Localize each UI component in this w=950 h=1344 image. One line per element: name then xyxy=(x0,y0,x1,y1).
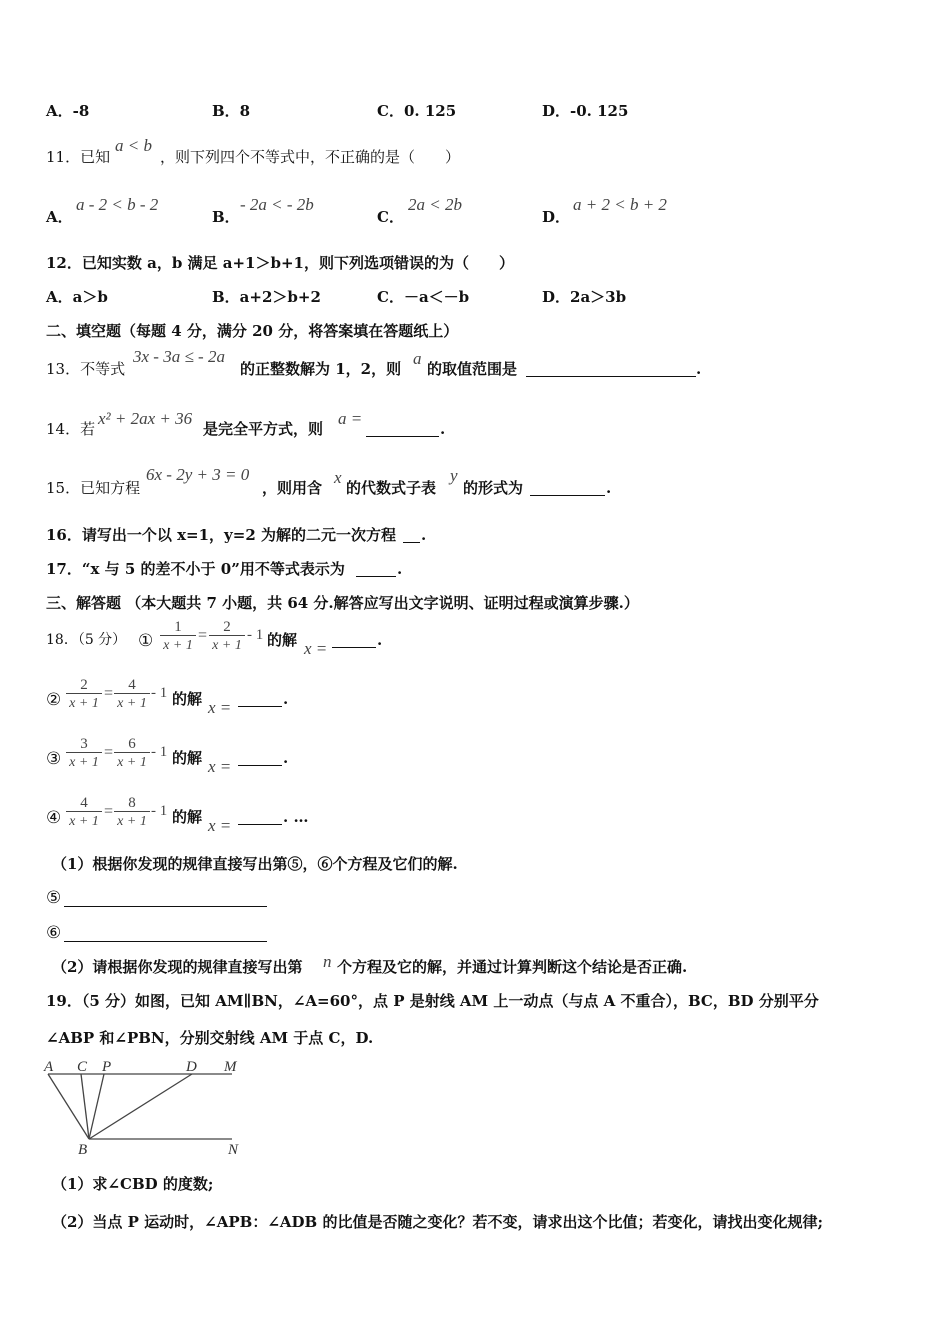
q18-blank5-mark: ⑤ xyxy=(46,888,62,908)
q14-middle: 是完全平方式，则 xyxy=(203,420,324,438)
q15-end: . xyxy=(606,479,612,497)
q18-part2-prefix: （2）请根据你发现的规律直接写出第 xyxy=(52,958,303,976)
q18-blank5-line[interactable] xyxy=(64,890,267,910)
q15-prefix: 15．已知方程 xyxy=(46,479,141,497)
q16-answer-line[interactable] xyxy=(403,528,420,546)
section-2-heading: 二、填空题（每题 4 分，满分 20 分，将答案填在答题纸上） xyxy=(46,322,459,340)
q18-eq2-den1: x + 1 xyxy=(66,693,102,712)
q12-option-d: D．2a＞3b xyxy=(542,288,627,306)
q10-option-d: D．-0. 125 xyxy=(542,102,629,120)
q15-expr: 6x - 2y + 3 = 0 xyxy=(146,465,250,484)
q18-eq2-end: . xyxy=(283,690,289,708)
q18-eq2-answer-line[interactable] xyxy=(238,692,282,710)
q12-stem: 12．已知实数 a，b 满足 a+1＞b+1，则下列选项错误的为（ ） xyxy=(46,254,514,272)
q13-suffix: 的取值范围是 xyxy=(427,360,518,378)
q18-eq2-mark: ② xyxy=(46,690,62,710)
q16-text: 16．请写出一个以 x=1，y=2 为解的二元一次方程 xyxy=(46,526,396,544)
q11-a-label: A． xyxy=(46,208,73,226)
q18-eq3-den1: x + 1 xyxy=(66,752,102,771)
q18-eq3-frac1 xyxy=(66,736,102,771)
q14-expr2: a = xyxy=(338,409,363,428)
label-d: D xyxy=(186,1059,197,1075)
q12-option-b: B．a+2＞b+2 xyxy=(212,288,321,306)
q15-middle2: 的代数式子表 xyxy=(346,479,437,497)
q19-part2: （2）当点 P 运动时，∠APB：∠ADB 的比值是否随之变化？若不变，请求出这个比值；若变化，请找出变化规律; xyxy=(52,1213,823,1231)
q18-eq2-frac1 xyxy=(66,677,102,712)
q18-eq4-answer-line[interactable] xyxy=(238,810,282,828)
q18-eq4-frac2 xyxy=(114,795,150,830)
q18-eq1-frac1 xyxy=(160,619,196,654)
segment-bp xyxy=(89,1074,104,1139)
q18-eq2-num1: 2 xyxy=(80,677,88,693)
q18-eq2-frac2 xyxy=(114,677,150,712)
q18-eq3-mark: ③ xyxy=(46,749,62,769)
q18-eq2-den2: x + 1 xyxy=(114,693,150,712)
q11-c-expr: 2a < 2b xyxy=(408,195,462,214)
q18-eq2-var: x = xyxy=(208,698,232,717)
q11-a-expr: a - 2 < b - 2 xyxy=(76,195,159,214)
q11-d-label: D． xyxy=(542,208,571,226)
q18-eq4-den2: x + 1 xyxy=(114,811,150,830)
q18-eq4-frac1 xyxy=(66,795,102,830)
q18-eq3-var: x = xyxy=(208,757,232,776)
q11-stem: ，则下列四个不等式中，不正确的是（ ） xyxy=(160,148,461,166)
q15-var-y: y xyxy=(450,466,458,485)
q19-part1: （1）求∠CBD 的度数; xyxy=(52,1175,214,1193)
q11-d-expr: a + 2 < b + 2 xyxy=(573,195,667,214)
q18-eq2-num2: 4 xyxy=(128,677,136,693)
q19-stem-line1: 19．（5 分）如图，已知 AM∥BN，∠A=60°，点 P 是射线 AM 上一动点（与点 A 不重合），BC，BD 分别平分 xyxy=(46,992,819,1010)
q10-option-c: C．0. 125 xyxy=(377,102,457,120)
q15-middle: ，则用含 xyxy=(262,479,323,497)
label-p: P xyxy=(102,1059,112,1075)
q13-answer-line[interactable] xyxy=(526,362,696,380)
label-b: B xyxy=(78,1142,88,1156)
q18-eq4-den1: x + 1 xyxy=(66,811,102,830)
q18-eq1-num1: 1 xyxy=(174,619,182,635)
q18-eq1-mark: ① xyxy=(138,631,154,651)
q11-prefix: 11．已知 xyxy=(46,148,111,166)
q18-eq3-frac2 xyxy=(114,736,150,771)
q12-option-c: C．－a＜－b xyxy=(377,288,470,306)
q18-eq2-label: 的解 xyxy=(172,690,203,708)
q18-part2-suffix: 个方程及它的解，并通过计算判断这个结论是否正确. xyxy=(337,958,688,976)
q18-eq4-label: 的解 xyxy=(172,808,203,826)
q13-middle: 的正整数解为 1，2，则 xyxy=(240,360,402,378)
q18-eq2-tail: - 1 xyxy=(151,685,168,701)
q18-eq1-num2: 2 xyxy=(223,619,231,635)
q18-eq4-num1: 4 xyxy=(80,795,88,811)
q10-option-b: B．8 xyxy=(212,102,251,120)
q11-b-expr: - 2a < - 2b xyxy=(240,195,314,214)
q15-answer-line[interactable] xyxy=(530,481,605,499)
q18-eq3-tail: - 1 xyxy=(151,744,168,760)
q18-eq1-answer-line[interactable] xyxy=(332,633,376,651)
q18-part1: （1）根据你发现的规律直接写出第⑤，⑥个方程及它们的解. xyxy=(52,855,458,873)
q13-end: . xyxy=(696,360,702,378)
q18-eq3-den2: x + 1 xyxy=(114,752,150,771)
q18-eq4-mark: ④ xyxy=(46,808,62,828)
label-a: A xyxy=(44,1059,54,1075)
q14-end: . xyxy=(440,420,446,438)
q12-option-a: A．a＞b xyxy=(46,288,108,306)
q11-b-label: B． xyxy=(212,208,240,226)
q17-text: 17．“x 与 5 的差不小于 0”用不等式表示为 xyxy=(46,560,345,578)
q13-expr: 3x - 3a ≤ - 2a xyxy=(133,347,225,366)
q19-figure xyxy=(40,1056,270,1156)
label-m: M xyxy=(224,1059,237,1075)
q15-var-x: x xyxy=(334,468,342,487)
q14-prefix: 14．若 xyxy=(46,420,96,438)
q18-eq1-end: . xyxy=(377,631,383,649)
q18-eq2-equals: = xyxy=(104,685,114,702)
q18-eq4-equals: = xyxy=(104,803,114,820)
q18-blank6-mark: ⑥ xyxy=(46,923,62,943)
q18-eq4-num2: 8 xyxy=(128,795,136,811)
q18-part2-var: n xyxy=(323,952,332,971)
section-3-heading: 三、解答题 （本大题共 7 小题，共 64 分.解答应写出文字说明、证明过程或演算步骤.） xyxy=(46,594,639,612)
q18-eq3-answer-line[interactable] xyxy=(238,751,282,769)
q18-eq1-label: 的解 xyxy=(267,631,298,649)
label-n: N xyxy=(228,1142,239,1156)
q18-eq3-equals: = xyxy=(104,744,114,761)
q18-eq4-var: x = xyxy=(208,816,232,835)
label-c: C xyxy=(77,1059,88,1075)
q11-condition: a < b xyxy=(115,136,152,155)
q14-answer-line[interactable] xyxy=(366,422,439,440)
q18-eq1-frac2 xyxy=(209,619,245,654)
q17-end: . xyxy=(397,560,403,578)
q18-eq1-den2: x + 1 xyxy=(209,635,245,654)
q15-suffix: 的形式为 xyxy=(463,479,524,497)
q18-eq1-tail: - 1 xyxy=(247,627,264,643)
q18-eq3-num1: 3 xyxy=(80,736,88,752)
q18-eq1-den1: x + 1 xyxy=(160,635,196,654)
q19-stem-line2: ∠ABP 和∠PBN，分别交射线 AM 于点 C，D. xyxy=(46,1029,374,1047)
q18-eq3-num2: 6 xyxy=(128,736,136,752)
q14-expr: x² + 2ax + 36 xyxy=(98,409,193,428)
q18-blank6-line[interactable] xyxy=(64,925,267,945)
q18-eq4-tail: - 1 xyxy=(151,803,168,819)
segment-bd xyxy=(89,1074,192,1139)
q11-c-label: C． xyxy=(377,208,404,226)
q18-prefix: 18．（5 分） xyxy=(46,632,127,648)
q17-answer-line[interactable] xyxy=(356,562,396,580)
q18-eq1-var: x = xyxy=(304,639,328,658)
q10-option-a: A．-8 xyxy=(46,102,90,120)
q13-var: a xyxy=(413,349,422,368)
q18-eq3-label: 的解 xyxy=(172,749,203,767)
q13-prefix: 13．不等式 xyxy=(46,360,126,378)
q18-eq1-equals: = xyxy=(198,627,208,644)
q18-eq3-end: . xyxy=(283,749,289,767)
q16-end: . xyxy=(421,526,427,544)
q18-eq4-ellipsis: . … xyxy=(283,808,309,826)
